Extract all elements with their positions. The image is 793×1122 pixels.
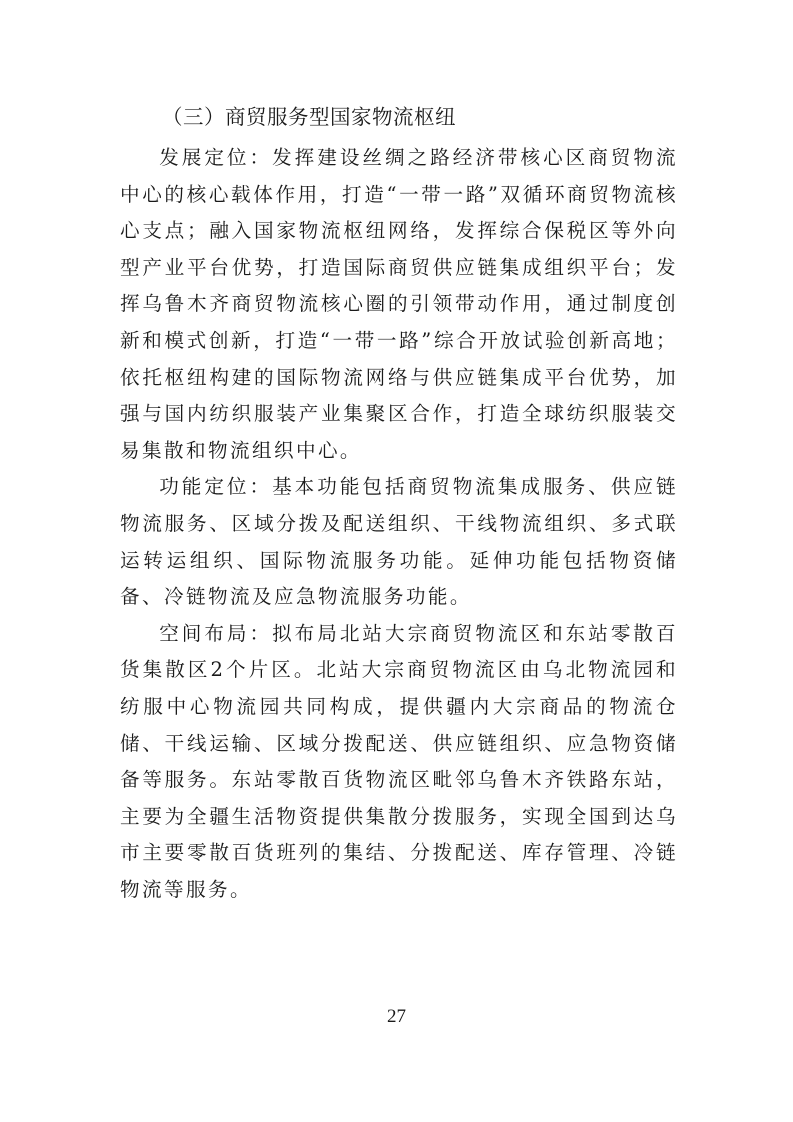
- paragraph-spatial-layout: 空间布局：拟布局北站大宗商贸物流区和东站零散百货集散区2个片区。北站大宗商贸物流区由乌北物流园和纺服中心物流园共同构成，提供疆内大宗商品的物流仓储、干线运输、区域分拨配送、供应链组织、应急物资储备等服务。东站零散百货物流区毗邻乌鲁木齐铁路东站，主要为全疆生活物资提供集散分拨服务，实现全国到达乌市主要零散百货班列的集结、分拨配送、库存管理、冷链物流等服务。: [120, 621, 678, 901]
- page-number: 27: [387, 1006, 406, 1027]
- body-text: [120, 140, 678, 908]
- paragraph-development-positioning: 发展定位：发挥建设丝绸之路经济带核心区商贸物流中心的核心载体作用，打造“一带一路”双循环商贸物流核心支点；融入国家物流枢纽网络，发挥综合保税区等外向型产业平台优势，打造国际商贸供应链集成组织平台；发挥乌鲁木齐商贸物流核心圈的引领带动作用，通过制度创新和模式创新，打造“一带一路”综合开放试验创新高地；依托枢纽构建的国际物流网络与供应链集成平台优势，加强与国内纺织服装产业集聚区合作，打造全球纺织服装交易集散和物流组织中心。: [120, 146, 678, 462]
- paragraph-function-positioning: 功能定位：基本功能包括商贸物流集成服务、供应链物流服务、区域分拨及配送组织、干线物流组织、多式联运转运组织、国际物流服务功能。延伸功能包括物资储备、冷链物流及应急物流服务功能。: [120, 475, 678, 609]
- section-heading: （三）商贸服务型国家物流枢纽: [162, 105, 456, 129]
